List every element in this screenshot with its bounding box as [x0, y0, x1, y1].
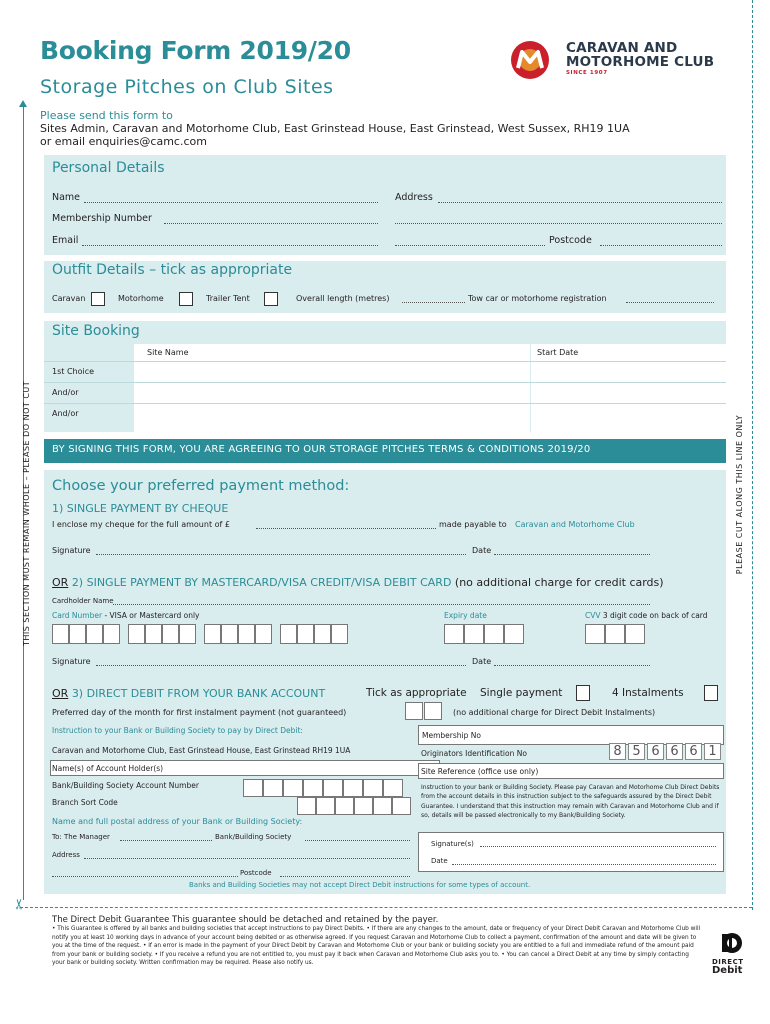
dd-single-checkbox[interactable] [576, 685, 590, 701]
membership-field[interactable] [164, 223, 378, 224]
motorhome-label: Motorhome [118, 294, 164, 303]
originator-digit: 6 [647, 743, 664, 760]
card-signature-label: Signature [52, 657, 91, 666]
account-digit-box[interactable] [243, 779, 263, 797]
personal-details-heading: Personal Details [52, 160, 165, 176]
send-line-2: Sites Admin, Caravan and Motorhome Club, East Grinstead House, East Grinstead, West Sussex, RH19 1UA [40, 122, 630, 135]
account-digit-box[interactable] [343, 779, 363, 797]
cheque-payee: Caravan and Motorhome Club [515, 520, 635, 529]
send-line-3: or email enquiries@camc.com [40, 135, 207, 148]
dd-instal-label: 4 Instalments [612, 687, 684, 699]
cvv-digit-box[interactable] [625, 624, 645, 644]
agreement-text: BY SIGNING THIS FORM, YOU ARE AGREEING TO OUR STORAGE PITCHES TERMS & CONDITIONS 2019/20 [52, 444, 591, 455]
address-label: Address [395, 192, 433, 203]
account-digit-box[interactable] [383, 779, 403, 797]
logo-text [566, 41, 714, 69]
dd-heading [52, 687, 325, 700]
dd-logo-text-1: DIRECT [712, 958, 744, 966]
cvv-text: CVV [585, 611, 601, 620]
dd-address-field[interactable] [84, 858, 410, 859]
card-digit-box[interactable] [145, 624, 162, 644]
page-subtitle: Storage Pitches on Club Sites [40, 76, 334, 98]
dd-account-label: Bank/Building Society Account Number [52, 781, 199, 790]
site-row-label: 1st Choice [52, 367, 95, 376]
dd-logo-text-2: Debit [712, 965, 743, 976]
card-digit-box[interactable] [103, 624, 120, 644]
card-heading [52, 576, 664, 589]
card-digit-box[interactable] [128, 624, 145, 644]
dd-date-field[interactable] [452, 864, 716, 865]
card-signature-field[interactable] [96, 665, 466, 666]
site-row-input[interactable] [134, 404, 726, 430]
expiry-digit-box[interactable] [464, 624, 484, 644]
site-row-label: And/or [52, 388, 79, 397]
cut-line-bottom [20, 907, 752, 908]
cvv-note: 3 digit code on back of card [602, 611, 708, 620]
email-label: Email [52, 235, 79, 246]
towcar-label: Tow car or motorhome registration [468, 294, 607, 303]
cheque-heading: 1) SINGLE PAYMENT BY CHEQUE [52, 502, 229, 515]
direct-debit-logo [712, 932, 752, 976]
direct-debit-icon [718, 932, 744, 954]
cvv-digit-box[interactable] [605, 624, 625, 644]
card-number-label [52, 611, 200, 620]
payment-heading: Choose your preferred payment method: [52, 478, 350, 494]
card-or: OR [52, 576, 69, 589]
expiry-digit-box[interactable] [504, 624, 524, 644]
motorhome-checkbox[interactable] [179, 292, 193, 306]
account-digit-box[interactable] [363, 779, 383, 797]
guarantee-title: The Direct Debit Guarantee [52, 915, 170, 925]
address-field-2[interactable] [395, 223, 722, 224]
dd-sortcode-label: Branch Sort Code [52, 798, 118, 807]
logo-line-2: MOTORHOME CLUB [566, 54, 715, 70]
site-name-header: Site Name [147, 348, 189, 357]
card-digit-box[interactable] [52, 624, 69, 644]
arrow-up-icon [19, 100, 27, 107]
dd-or: OR [52, 687, 69, 700]
card-digit-box[interactable] [238, 624, 255, 644]
postcode-field[interactable] [600, 245, 722, 246]
guarantee-heading [52, 915, 438, 925]
dd-bank-address-head: Name and full postal address of your Bank or Building Society: [52, 817, 303, 826]
name-field[interactable] [84, 202, 378, 203]
card-heading-text: 2) SINGLE PAYMENT BY MASTERCARD/VISA CREDIT/VISA DEBIT CARD [71, 576, 452, 589]
card-digit-box[interactable] [297, 624, 314, 644]
dd-address-label: Address [52, 851, 80, 859]
club-logo-icon [508, 40, 560, 80]
site-row-input[interactable] [134, 362, 726, 382]
card-digit-box[interactable] [69, 624, 86, 644]
dd-originators-label: Originators Identification No [421, 749, 527, 758]
margin-note-right: PLEASE CUT ALONG THIS LINE ONLY [735, 414, 745, 575]
dd-day-input-1[interactable] [405, 702, 423, 720]
dd-holders-label: Name(s) of Account Holder(s) [52, 764, 164, 773]
cardholder-label: Cardholder Name [52, 597, 114, 605]
dd-tick-label: Tick as appropriate [366, 687, 467, 699]
dd-signatures-label: Signature(s) [431, 840, 474, 848]
length-label: Overall length (metres) [296, 294, 390, 303]
account-digit-box[interactable] [323, 779, 343, 797]
dd-no-charge: (no additional charge for Direct Debit Instalments) [453, 708, 656, 717]
sort-code-digit-box[interactable] [335, 797, 354, 815]
account-digit-box[interactable] [283, 779, 303, 797]
address-field[interactable] [438, 202, 722, 203]
postcode-label: Postcode [549, 235, 592, 246]
card-digit-box[interactable] [179, 624, 196, 644]
dd-banks-note: Banks and Building Societies may not accept Direct Debit instructions for some types of account. [189, 881, 531, 889]
dd-day-input-2[interactable] [424, 702, 442, 720]
dd-day-label: Preferred day of the month for first instalment payment (not guaranteed) [52, 708, 347, 717]
sort-code-digit-box[interactable] [316, 797, 335, 815]
originator-digit: 6 [666, 743, 683, 760]
site-booking-heading: Site Booking [52, 323, 140, 339]
guarantee-note: This guarantee should be detached and retained by the payer. [172, 915, 439, 925]
card-digit-box[interactable] [86, 624, 103, 644]
sort-code-digit-box[interactable] [354, 797, 373, 815]
dd-bank-society: Bank/Building Society [215, 833, 292, 841]
caravan-label: Caravan [52, 294, 86, 303]
cheque-text: I enclose my cheque for the full amount of £ [52, 520, 230, 529]
cvv-digit-box[interactable] [585, 624, 605, 644]
trailer-checkbox[interactable] [264, 292, 278, 306]
length-field[interactable] [402, 302, 465, 303]
cheque-signature-label: Signature [52, 546, 91, 555]
start-date-header: Start Date [537, 348, 579, 357]
account-digit-box[interactable] [303, 779, 323, 797]
margin-note-left: THIS SECTION MUST REMAIN WHOLE – PLEASE DO NOT CUT [22, 380, 31, 646]
logo-since: SINCE 1907 [566, 70, 608, 76]
card-note: (no additional charge for credit cards) [454, 576, 664, 589]
card-digit-box[interactable] [331, 624, 348, 644]
dd-siteref-label: Site Reference (office use only) [421, 767, 539, 776]
sort-code-digit-box[interactable] [373, 797, 392, 815]
card-number-text: Card Number [52, 611, 103, 620]
dd-signature-box[interactable] [418, 832, 724, 872]
cheque-date-field[interactable] [494, 554, 650, 555]
card-digit-box[interactable] [280, 624, 297, 644]
card-digit-box[interactable] [204, 624, 221, 644]
email-field[interactable] [82, 245, 378, 246]
towcar-field[interactable] [626, 302, 714, 303]
payment-panel [44, 470, 726, 894]
cheque-amount-field[interactable] [256, 528, 436, 529]
site-row-input[interactable] [134, 383, 726, 403]
originator-digit: 1 [704, 743, 721, 760]
dd-postcode-field[interactable] [280, 876, 410, 877]
scissors-icon: ✂ [11, 898, 28, 910]
expiry-digit-box[interactable] [444, 624, 464, 644]
expiry-digit-box[interactable] [484, 624, 504, 644]
name-label: Name [52, 192, 81, 203]
dd-instal-checkbox[interactable] [704, 685, 718, 701]
dd-instruction-head: Instruction to your Bank or Building Society to pay by Direct Debit: [52, 726, 303, 735]
dd-postcode-label: Postcode [240, 869, 272, 877]
dd-bank-field[interactable] [305, 840, 410, 841]
site-row-label: And/or [52, 409, 79, 418]
cvv-label [585, 611, 708, 620]
caravan-checkbox[interactable] [91, 292, 105, 306]
guarantee-text: • This Guarantee is offered by all banks and building societies that accept instructions to pay Direct Debits. • If there are any changes to the amount, date or frequency of your Direct Debit Caravan and Motorhome Club will notify you at least 10 working days in advance of your account being debited or as otherwise agreed. If you request Caravan and Motorhome Club to collect a payment, confirmation of the amount and date will be given to you at the time of the request. • If an error is made in the payment of your Direct Debit by Caravan and Motorhome Club or your bank or building society you are entitled to a full and immediate refund of the amount paid from your bank or building society. • If you receive a refund you are not entitled to, you must pay it back when Caravan and Motorhome Club asks you to. • You can cancel a Direct Debit at any time by simply contacting your bank or building society. Written confirmation may be required. Please also notify us. [52, 926, 701, 967]
cheque-date-label: Date [472, 546, 492, 555]
dd-signatures-field[interactable] [480, 846, 716, 847]
originator-digit: 6 [685, 743, 702, 760]
dd-instruction-text: Instruction to your bank or Building Society. Please pay Caravan and Motorhome Club Direct Debits from the account details in this instruction subject to the safeguards assured by the Direct Debit Guarantee. I understand that this instruction may remain with Caravan and Motorhome Club and if so, details will be passed electronically to my Bank/Building Society. [421, 784, 720, 820]
dd-date-label: Date [431, 857, 448, 865]
originator-digit: 8 [609, 743, 626, 760]
dd-membership-label: Membership No [422, 731, 481, 740]
sort-code-digit-box[interactable] [297, 797, 316, 815]
card-digit-box[interactable] [162, 624, 179, 644]
send-line-1: Please send this form to [40, 109, 173, 122]
send-to-block [40, 109, 630, 148]
cheque-payable: made payable to [439, 520, 507, 529]
sort-code-digit-box[interactable] [392, 797, 411, 815]
card-date-field[interactable] [494, 665, 650, 666]
address-field-3[interactable] [395, 245, 545, 246]
cut-line-right [752, 0, 753, 910]
cheque-signature-field[interactable] [96, 554, 466, 555]
dd-club-address: Caravan and Motorhome Club, East Grinstead House, East Grinstead RH19 1UA [52, 746, 351, 755]
cardholder-field[interactable] [113, 604, 650, 605]
card-digit-box[interactable] [314, 624, 331, 644]
originator-digit: 5 [628, 743, 645, 760]
trailer-label: Trailer Tent [206, 294, 250, 303]
dd-single-label: Single payment [480, 687, 563, 699]
logo-line-1: CARAVAN AND [566, 40, 678, 56]
card-digit-box[interactable] [221, 624, 238, 644]
club-logo [508, 40, 733, 80]
page-title: Booking Form 2019/20 [40, 36, 351, 65]
dd-to-manager: To: The Manager [52, 833, 110, 841]
card-digit-box[interactable] [255, 624, 272, 644]
expiry-label: Expiry date [444, 611, 487, 620]
outfit-heading: Outfit Details – tick as appropriate [52, 262, 293, 278]
membership-label: Membership Number [52, 213, 152, 224]
dd-manager-field[interactable] [120, 840, 212, 841]
dd-address-field-2[interactable] [52, 876, 238, 877]
card-date-label: Date [472, 657, 492, 666]
account-digit-box[interactable] [263, 779, 283, 797]
dd-heading-text: 3) DIRECT DEBIT FROM YOUR BANK ACCOUNT [71, 687, 326, 700]
card-number-note: - VISA or Mastercard only [104, 611, 200, 620]
